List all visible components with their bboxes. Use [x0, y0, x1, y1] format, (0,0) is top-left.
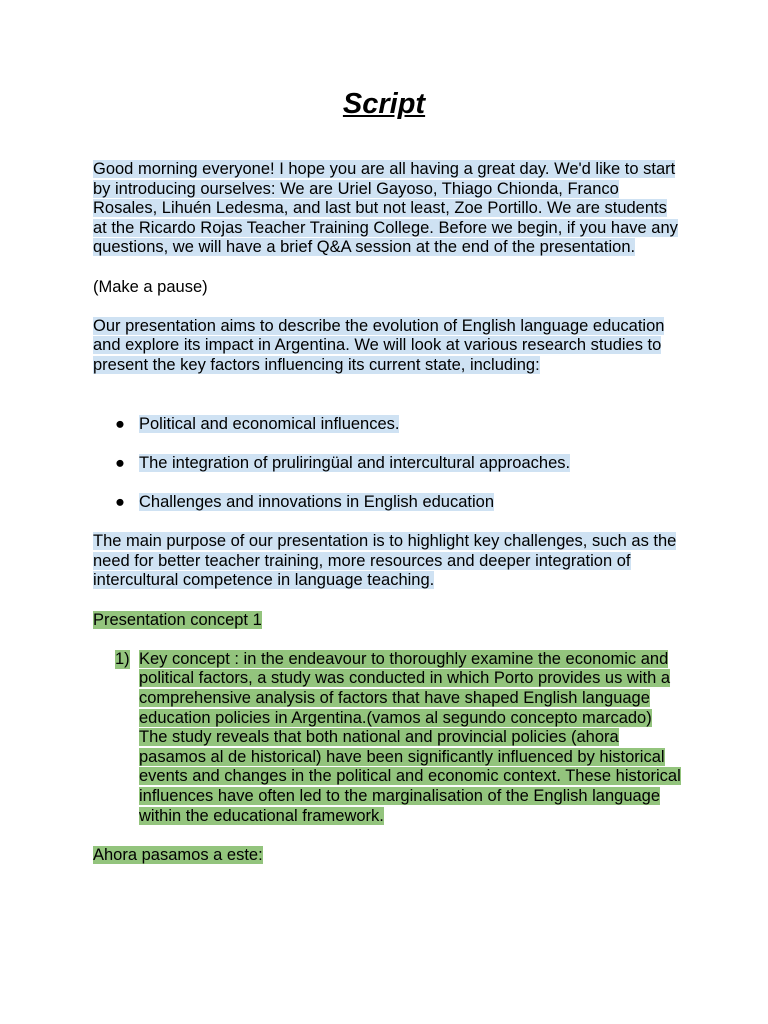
concept-heading-text: Presentation concept 1	[93, 610, 262, 629]
purpose-paragraph	[93, 532, 683, 591]
key-concept-text: Key concept : in the endeavour to thoroughly examine the economic and political factors, a study was conducted in which Porto provides us with a comprehensive analysis of factors that have shaped English language education policies in Argentina.(vamos al segundo concepto marcado) The study reveals that both national and provincial policies (ahora pasamos al de historical) have been significantly influenced by historical events and changes in the political and economic context. These historical influences have often led to the marginalisation of the English language within the educational framework.	[139, 649, 681, 825]
list-item-text: Challenges and innovations in English education	[139, 493, 494, 512]
spacer	[93, 395, 683, 415]
list-item	[93, 493, 683, 513]
next-paragraph	[93, 846, 683, 866]
numbered-item	[93, 650, 683, 826]
purpose-text: The main purpose of our presentation is to highlight key challenges, such as the need for better teacher training, more resources and deeper integration of intercultural competence in language teaching.	[93, 532, 677, 590]
bullet-icon: ●	[115, 453, 125, 472]
list-item	[93, 454, 683, 474]
concept-heading	[93, 611, 683, 631]
list-item-text: The integration of pruliringüal and intercultural approaches.	[139, 453, 571, 472]
bullet-icon: ●	[115, 414, 125, 433]
document-body	[93, 160, 683, 885]
list-item-text: Political and economical influences.	[139, 414, 400, 433]
pause-text: (Make a pause)	[93, 277, 208, 296]
aims-paragraph	[93, 317, 683, 376]
intro-paragraph	[93, 160, 683, 258]
aims-text: Our presentation aims to describe the evolution of English language education and explore its impact in Argentina. We will look at various research studies to present the key factors influencing its current state, including:	[93, 316, 665, 374]
intro-text: Good morning everyone! I hope you are all having a great day. We'd like to start by introducing ourselves: We are Uriel Gayoso, Thiago Chionda, Franco Rosales, Lihuén Ledesma, and last but not least, Zoe Portillo. We are students at the Ricardo Rojas Teacher Training College. Before we begin, if you have any questions, we will have a brief Q&A session at the end of the presentation.	[93, 160, 678, 257]
next-text: Ahora pasamos a este:	[93, 845, 263, 864]
list-item	[93, 415, 683, 435]
document-title: Script	[342, 88, 426, 120]
pause-paragraph	[93, 278, 683, 298]
numbered-marker: 1)	[115, 649, 130, 668]
bullet-list	[93, 415, 683, 513]
bullet-icon: ●	[115, 493, 125, 512]
